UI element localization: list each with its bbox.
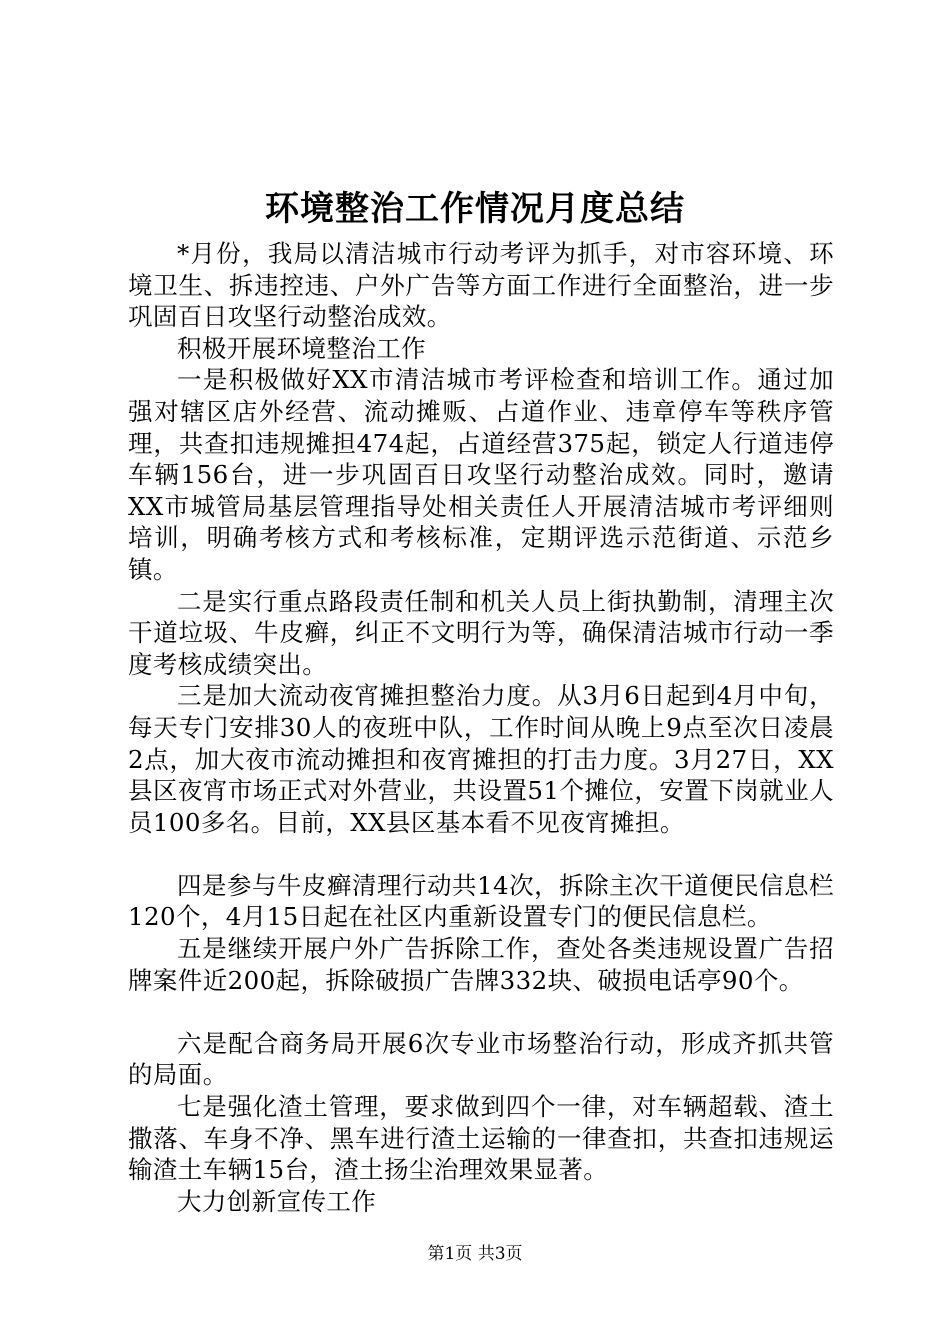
section-heading-publicity: 大力创新宣传工作 — [177, 1186, 377, 1216]
document-title: 环境整治工作情况月度总结 — [265, 189, 685, 229]
section-heading-environment: 积极开展环境整治工作 — [177, 333, 426, 363]
page-number-footer: 第1页 共3页 — [427, 1244, 523, 1264]
paragraph-intro: *月份，我局以清洁城市行动考评为抓手，对市容环境、环境卫生、拆违控违、户外广告等方面工作进行全面整治，进一步巩固百日攻坚行动整治成效。 — [128, 239, 834, 332]
paragraph-item-1: 一是积极做好XX市清洁城市考评检查和培训工作。通过加强对辖区店外经营、流动摊贩、占道作业、违章停车等秩序管理，共查扣违规摊担474起，占道经营375起，锁定人行道违停车辆156台，进一步巩固百日攻坚行动整治成效。同时，邀请XX市城管局基层管理指导处相关责任人开展清洁城市考评细则培训，明确考核方式和考核标准，定期评选示范街道、示范乡镇。 — [128, 365, 834, 584]
paragraph-item-5: 五是继续开展户外广告拆除工作，查处各类违规设置广告招牌案件近200起，拆除破损广告牌332块、破损电话亭90个。 — [128, 934, 834, 995]
paragraph-item-3: 三是加大流动夜宵摊担整治力度。从3月6日起到4月中旬，每天专门安排30人的夜班中队，工作时间从晚上9点至次日凌晨2点，加大夜市流动摊担和夜宵摊担的打击力度。3月27日，XX县区夜宵市场正式对外营业，共设置51个摊位，安置下岗就业人员100多名。目前，XX县区基本看不见夜宵摊担。 — [128, 681, 834, 837]
paragraph-item-4: 四是参与牛皮癣清理行动共14次，拆除主次干道便民信息栏120个，4月15日起在社区内重新设置专门的便民信息栏。 — [128, 870, 834, 932]
paragraph-item-6: 六是配合商务局开展6次专业市场整治行动，形成齐抓共管的局面。 — [128, 1028, 834, 1090]
document-body — [128, 238, 834, 1217]
paragraph-item-7: 七是强化渣土管理，要求做到四个一律，对车辆超载、渣土撒落、车身不净、黑车进行渣土运输的一律查扣，共查扣违规运输渣土车辆15台，渣土扬尘治理效果显著。 — [128, 1092, 834, 1185]
paragraph-item-2: 二是实行重点路段责任制和机关人员上街执勤制，清理主次干道垃圾、牛皮癣，纠正不文明行为等，确保清洁城市行动一季度考核成绩突出。 — [128, 586, 834, 679]
